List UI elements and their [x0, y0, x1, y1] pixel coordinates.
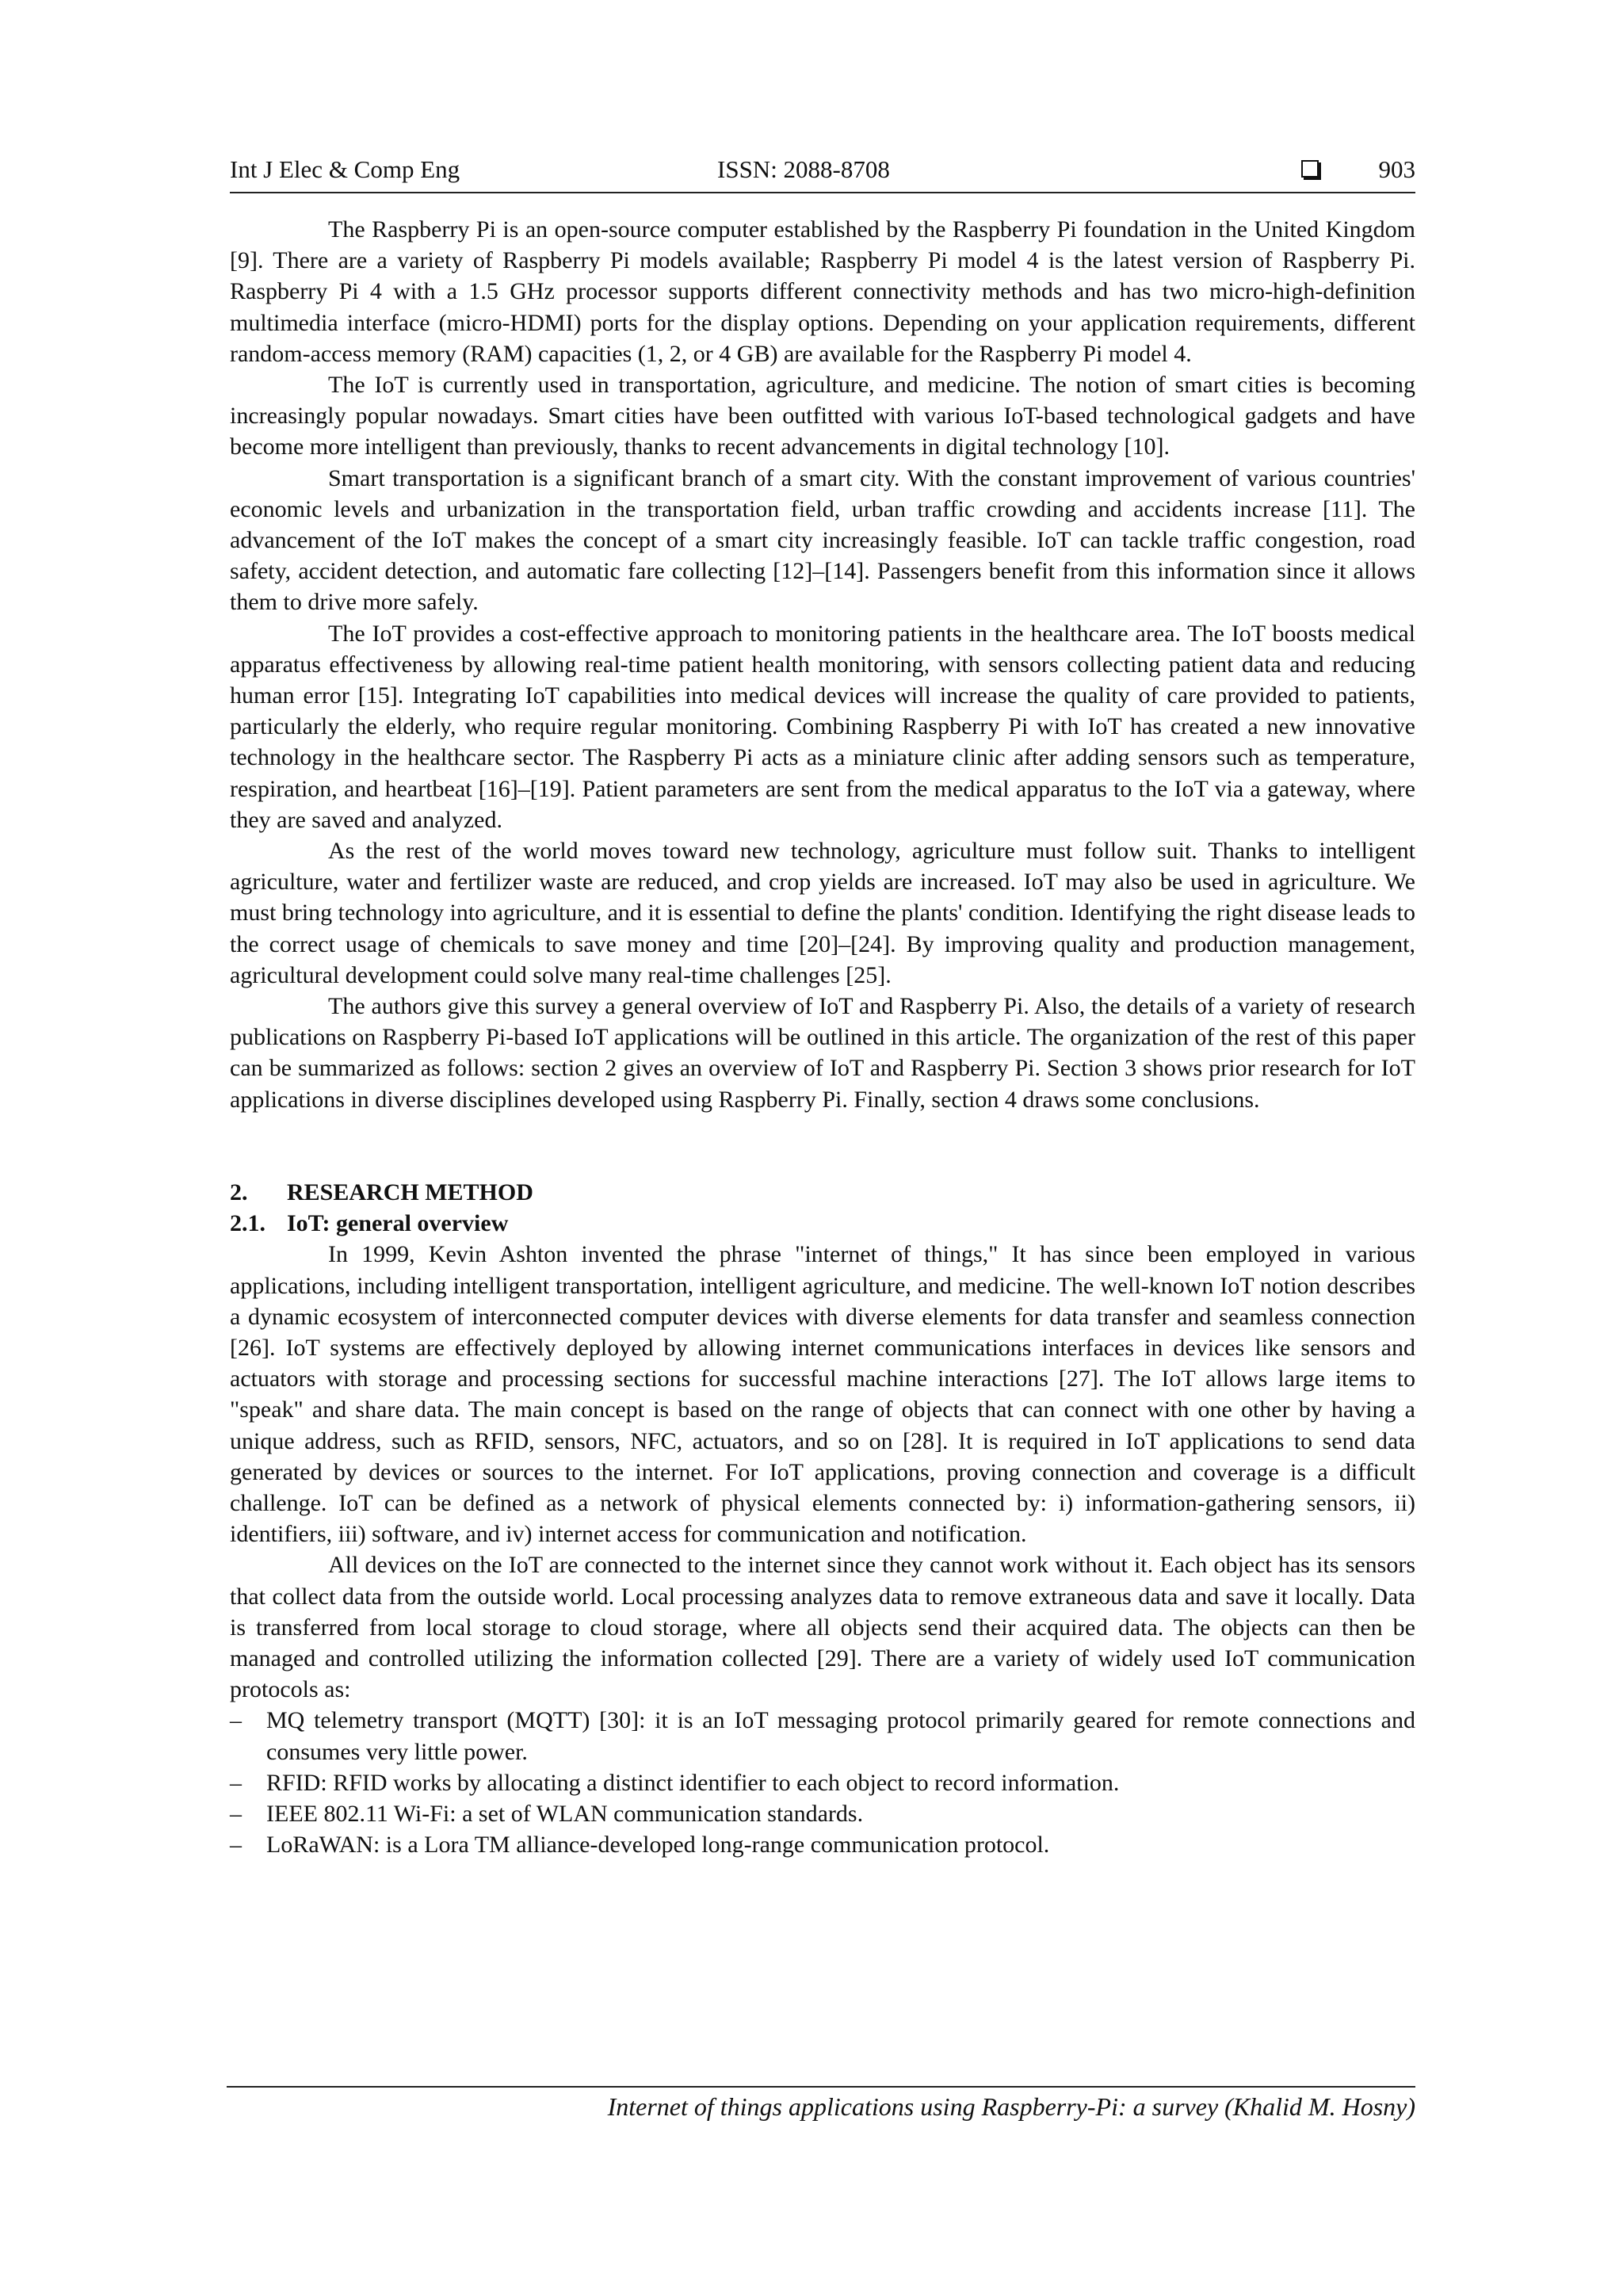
list-item-text: IEEE 802.11 Wi-Fi: a set of WLAN communication standards. [266, 1800, 864, 1827]
list-item [230, 1767, 1415, 1798]
page-number: 903 [1378, 155, 1415, 183]
paragraph-healthcare: The IoT provides a cost-effective approach to monitoring patients in the healthcare area. The IoT boosts medical apparatus effectiveness by allowing real-time patient health monitoring, with sensors collecting patient data and reducing human error [15]. Integrating IoT capabilities into medical devices will increase the quality of care provided to patients, particularly the elderly, who require regular monitoring. Combining Raspberry Pi with IoT has created a new innovative technology in the healthcare sector. The Raspberry Pi acts as a miniature clinic after adding sensors such as temperature, respiration, and heartbeat [16]–[19]. Patient parameters are sent from the medical apparatus to the IoT via a gateway, where they are saved and analyzed. [230, 620, 1415, 833]
issn: ISSN: 2088-8708 [717, 155, 890, 183]
section-heading [230, 1177, 1415, 1208]
list-marker: – [230, 1832, 242, 1859]
page-header [230, 155, 1415, 193]
paragraph-iot-devices: All devices on the IoT are connected to the internet since they cannot work without it. Each object has its sensors that collect data from the outside world. Local processing analyzes data to remove extraneous data and save it locally. Data is transferred from local storage to cloud storage, where all objects send their acquired data. The objects can then be managed and controlled utilizing the information collected [29]. There are a variety of widely used IoT communication protocols as: [230, 1552, 1415, 1703]
body-text [230, 214, 1415, 1860]
paragraph-raspberry-pi-intro: The Raspberry Pi is an open-source computer established by the Raspberry Pi foundation in the United Kingdom [9]. There are a variety of Raspberry Pi models available; Raspberry Pi model 4 is the latest version of Raspberry Pi. Raspberry Pi 4 with a 1.5 GHz processor supports different connectivity methods and has two micro-high-definition multimedia interface (micro-HDMI) ports for the display options. Depending on your application requirements, different random-access memory (RAM) capacities (1, 2, or 4 GB) are available for the Raspberry Pi model 4. [230, 216, 1415, 367]
paragraph-iot-overview: In 1999, Kevin Ashton invented the phrase "internet of things," It has since been employed in various applications, including intelligent transportation, intelligent agriculture, and medicine. The well-known IoT notion describes a dynamic ecosystem of interconnected computer devices with diverse elements for data transfer and seamless connection [26]. IoT systems are effectively deployed by allowing internet communications interfaces in devices like sensors and actuators with storage and processing sections for successful machine interactions [27]. The IoT allows large items to "speak" and share data. The main concept is based on the range of objects that can connect with one other by having a unique address, such as RFID, sensors, NFC, actuators, and so on [28]. It is required in IoT applications to send data generated by devices or sources to the internet. For IoT applications, proving connection and coverage is a difficult challenge. IoT can be defined as a network of physical elements connected by: i) information-gathering sensors, ii) identifiers, iii) software, and iv) internet access for communication and notification. [230, 1241, 1415, 1548]
page-footer [227, 2086, 1415, 2122]
list-marker: – [230, 1769, 242, 1796]
list-item [230, 1829, 1415, 1860]
journal-name: Int J Elec & Comp Eng [230, 155, 460, 183]
protocol-list [230, 1705, 1415, 1860]
paragraph-iot-usage: The IoT is currently used in transportation, agriculture, and medicine. The notion of smart cities is becoming increasingly popular nowadays. Smart cities have been outfitted with various IoT-based technological gadgets and have become more intelligent than previously, thanks to recent advancements in digital technology [10]. [230, 372, 1415, 460]
section-title: RESEARCH METHOD [287, 1179, 533, 1205]
section-number: 2. [230, 1179, 248, 1205]
subsection-title: IoT: general overview [287, 1210, 509, 1237]
list-marker: – [230, 1707, 242, 1734]
list-item-text: RFID: RFID works by allocating a distinct identifier to each object to record information. [266, 1769, 1120, 1796]
list-marker: – [230, 1800, 242, 1827]
list-item [230, 1705, 1415, 1767]
subsection-heading [230, 1208, 1415, 1239]
running-title: Internet of things applications using Raspberry-Pi: a survey (Khalid M. Hosny) [607, 2092, 1415, 2121]
list-item-text: LoRaWAN: is a Lora TM alliance-developed long-range communication protocol. [266, 1832, 1050, 1859]
subsection-number: 2.1. [230, 1210, 265, 1237]
paragraph-agriculture: As the rest of the world moves toward new technology, agriculture must follow suit. Thanks to intelligent agriculture, water and fertilizer waste are reduced, and crop yields are increased. IoT may also be used in agriculture. We must bring technology into agriculture, and it is essential to define the plants' condition. Identifying the right disease leads to the correct usage of chemicals to save money and time [20]–[24]. By improving quality and production management, agricultural development could solve many real-time challenges [25]. [230, 838, 1415, 988]
list-item [230, 1798, 1415, 1829]
box-icon [1301, 160, 1319, 178]
paragraph-survey-organization: The authors give this survey a general overview of IoT and Raspberry Pi. Also, the details of a variety of research publications on Raspberry Pi-based IoT applications will be outlined in this article. The organization of the rest of this paper can be summarized as follows: section 2 gives an overview of IoT and Raspberry Pi. Section 3 shows prior research for IoT applications in diverse disciplines developed using Raspberry Pi. Finally, section 4 draws some conclusions. [230, 993, 1415, 1113]
list-item-text: MQ telemetry transport (MQTT) [30]: it is an IoT messaging protocol primarily geared for remote connections and consumes very little power. [266, 1707, 1415, 1765]
paragraph-smart-transportation: Smart transportation is a significant branch of a smart city. With the constant improvement of various countries' economic levels and urbanization in the transportation field, urban traffic crowding and accidents increase [11]. The advancement of the IoT makes the concept of a smart city increasingly feasible. IoT can tackle traffic congestion, road safety, accident detection, and automatic fare collecting [12]–[14]. Passengers benefit from this information since it allows them to drive more safely. [230, 464, 1415, 616]
